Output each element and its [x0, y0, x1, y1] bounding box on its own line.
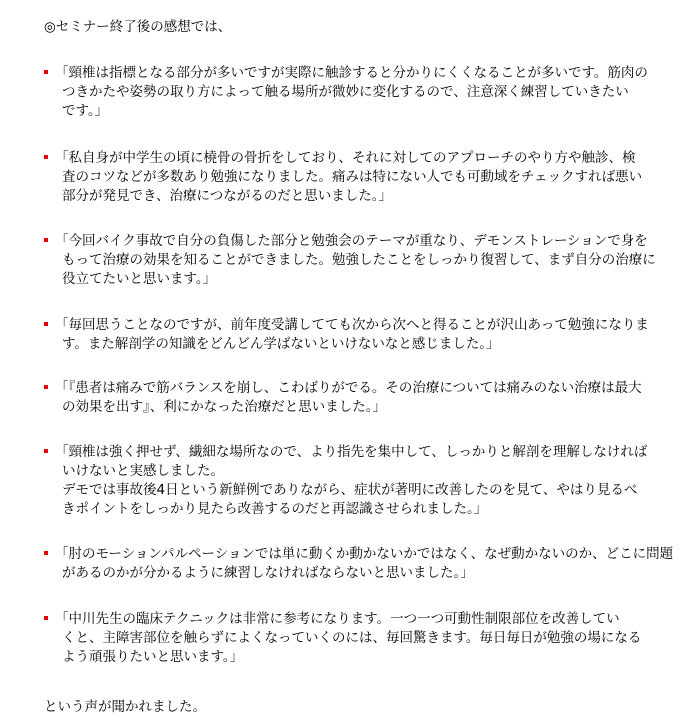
- comment-item: [44, 149, 664, 206]
- comment-item: [44, 545, 674, 583]
- comment-line: 「中川先生の臨床テクニックは非常に参考になります。一つ一つ可動性制限部位を改善してい: [55, 611, 620, 627]
- comment-line: 「肘のモーションパルペーションでは単に動くか動かないかではなく、なぜ動かないのか、どこに問題: [55, 546, 674, 562]
- comment-line: す。また解剖学の知識をどんどん学ばないといけないなと感じました。」: [62, 336, 500, 352]
- comment-item: [44, 64, 664, 121]
- comment-text: [55, 545, 674, 583]
- comment-text: [55, 379, 664, 417]
- bullet-marker: [44, 322, 48, 326]
- comment-line: 「私自身が中学生の頃に橈骨の骨折をしており、それに対してのアプローチのやり方や触診、検: [55, 150, 636, 166]
- comment-line: の効果を出す』、利にかなった治療だと思いました。」: [62, 399, 386, 415]
- bullet-marker: [44, 616, 48, 620]
- comment-line: 役立てたいと思います。」: [62, 271, 217, 287]
- comment-line: 「『患者は痛みで筋バランスを崩し、こわばりがでる。その治療については痛みのない治療は最大: [55, 380, 642, 396]
- comment-item: [44, 379, 664, 417]
- bullet-marker: [44, 155, 48, 159]
- comment-line: 「頸椎は強く押せず、繊細な場所なので、より指先を集中して、しっかりと解剖を理解しなければ: [55, 444, 648, 460]
- bullet-marker: [44, 551, 48, 555]
- closing-text: という声が聞かれました。: [44, 699, 206, 715]
- comment-text: [55, 232, 664, 289]
- bullet-marker: [44, 70, 48, 74]
- comment-text: [55, 64, 664, 121]
- comment-line: くと、主障害部位を触らずによくなっていくのには、毎回驚きます。毎日毎日が勉強の場になる: [62, 630, 642, 646]
- comment-line: 部分が発見でき、治療につながるのだと思いました。」: [62, 188, 392, 204]
- page-heading: ◎セミナー終了後の感想では、: [44, 19, 232, 35]
- comment-item: [44, 232, 664, 289]
- comment-text: [55, 610, 664, 667]
- comment-line: もって治療の効果を知ることができました。勉強したことをしっかり復習して、まず自分の治療に: [62, 252, 656, 268]
- comment-line: 「今回バイク事故で自分の負傷した部分と勉強会のテーマが重なり、デモンストレーションで身を: [55, 233, 648, 249]
- comment-line: よう頑張りたいと思います。」: [62, 649, 244, 665]
- comment-line: デモでは事故後4日という新鮮例でありながら、症状が著明に改善したのを見て、やはり見るべ: [62, 482, 638, 498]
- comment-line: きポイントをしっかり見たら改善するのだと再認識させられました。」: [62, 501, 488, 517]
- comment-line: 査のコツなどが多数あり勉強になりました。痛みは特にない人でも可動域をチェックすれば悪い: [62, 169, 643, 185]
- comment-text: [55, 443, 664, 519]
- bullet-marker: [44, 238, 48, 242]
- comment-item: [44, 443, 664, 519]
- comment-item: [44, 610, 664, 667]
- comment-text: [55, 149, 664, 206]
- comment-line: 「頸椎は指標となる部分が多いですが実際に触診すると分かりにくくなることが多いです。筋肉の: [55, 65, 648, 81]
- bullet-marker: [44, 449, 48, 453]
- comment-line: つきかたや姿勢の取り方によって触る場所が微妙に変化するので、注意深く練習していきたい: [62, 84, 629, 100]
- comment-item: [44, 316, 664, 354]
- comment-line: いけないと実感しました。: [62, 463, 224, 479]
- comment-line: があるのかが分かるように練習しなければならないと思いました。」: [62, 565, 474, 581]
- comment-line: 「毎回思うことなのですが、前年度受講してても次から次へと得ることが沢山あって勉強になりま: [55, 317, 649, 333]
- bullet-marker: [44, 385, 48, 389]
- comment-text: [55, 316, 664, 354]
- comment-line: です。」: [62, 103, 109, 119]
